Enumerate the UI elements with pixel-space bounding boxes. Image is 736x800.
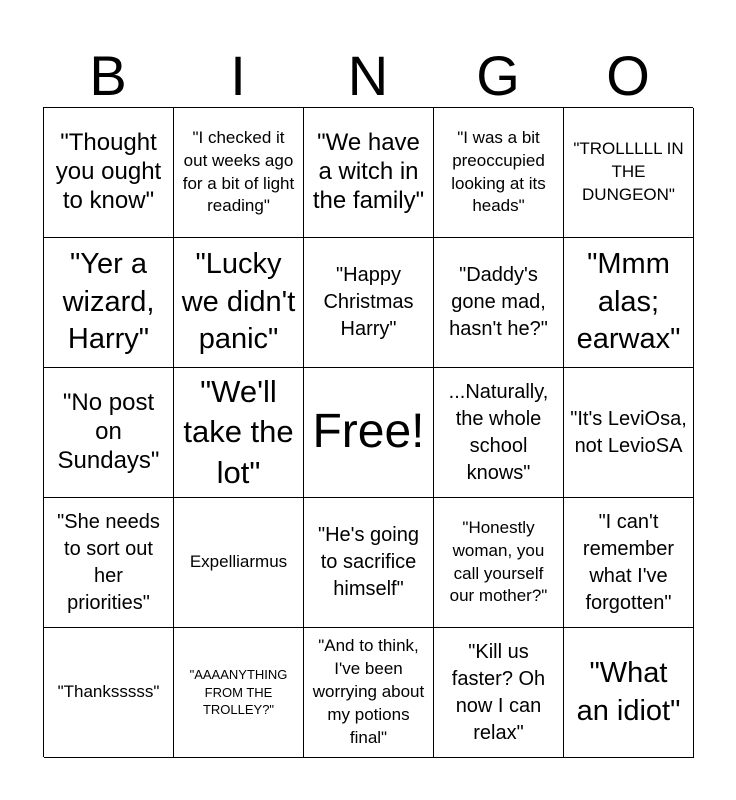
cell-text: "And to think, I've been worrying about my potions final" xyxy=(312,636,425,747)
cell-text: "I was a bit preoccupied looking at its heads" xyxy=(451,127,546,216)
header-letter-n: N xyxy=(347,44,389,107)
bingo-cell[interactable] xyxy=(434,368,564,498)
bingo-cell[interactable] xyxy=(44,238,174,368)
header-letter-o: O xyxy=(606,44,650,107)
bingo-cell[interactable] xyxy=(44,108,174,238)
bingo-cell[interactable] xyxy=(564,108,694,238)
bingo-cell[interactable] xyxy=(44,628,174,758)
cell-text: "What an idiot" xyxy=(576,656,681,727)
cell-text: "Kill us faster? Oh now I can relax" xyxy=(451,640,546,744)
free-space-text: Free! xyxy=(312,405,425,459)
bingo-cell[interactable] xyxy=(434,498,564,628)
bingo-cell[interactable] xyxy=(304,628,434,758)
bingo-cell[interactable] xyxy=(564,238,694,368)
bingo-cell[interactable] xyxy=(564,628,694,758)
bingo-cell[interactable] xyxy=(44,498,174,628)
cell-text: "Daddy's gone mad, hasn't he?" xyxy=(449,264,548,340)
cell-text: "Happy Christmas Harry" xyxy=(323,264,414,340)
cell-text: "It's LeviOsa, not LevioSA xyxy=(570,407,687,457)
bingo-cell[interactable] xyxy=(174,628,304,758)
bingo-cell[interactable] xyxy=(434,628,564,758)
cell-text: ...Naturally, the whole school knows" xyxy=(448,380,549,484)
cell-text: Expelliarmus xyxy=(189,552,288,572)
bingo-cell[interactable] xyxy=(174,108,304,238)
bingo-header xyxy=(43,44,693,108)
cell-text: "No post on Sundays" xyxy=(57,389,160,474)
bingo-cell[interactable] xyxy=(564,368,694,498)
cell-text: "He's going to sacrifice himself" xyxy=(318,524,419,600)
cell-text: "Yer a wizard, Harry" xyxy=(62,247,155,356)
bingo-cell[interactable] xyxy=(174,498,304,628)
cell-text: "Honestly woman, you call yourself our mother?" xyxy=(449,517,548,606)
bingo-cell[interactable] xyxy=(174,238,304,368)
bingo-cell[interactable] xyxy=(564,498,694,628)
cell-text: "We'll take the lot" xyxy=(183,374,294,490)
bingo-cell[interactable] xyxy=(304,498,434,628)
cell-text: "Lucky we didn't panic" xyxy=(181,247,296,356)
cell-text: "I checked it out weeks ago for a bit of light reading" xyxy=(182,127,295,216)
cell-text: "Thanksssss" xyxy=(57,682,160,702)
bingo-cell[interactable] xyxy=(174,368,304,498)
cell-text: "She needs to sort out her priorities" xyxy=(57,510,160,614)
bingo-cell[interactable] xyxy=(434,238,564,368)
cell-text: "Mmm alas; earwax" xyxy=(576,247,681,356)
bingo-board xyxy=(43,107,693,757)
cell-text: "TROLLLLL IN THE DUNGEON" xyxy=(573,139,684,204)
cell-text: "I can't remember what I've forgotten" xyxy=(582,510,675,614)
bingo-cell[interactable] xyxy=(44,368,174,498)
header-letter-b: B xyxy=(89,44,127,107)
cell-text: "AAAANYTHING FROM THE TROLLEY?" xyxy=(189,667,288,718)
bingo-cell[interactable] xyxy=(434,108,564,238)
cell-text: "Thought you ought to know" xyxy=(55,129,162,214)
bingo-cell[interactable] xyxy=(304,108,434,238)
bingo-cell[interactable] xyxy=(304,238,434,368)
cell-text: "We have a witch in the family" xyxy=(312,129,425,214)
free-space-cell[interactable] xyxy=(304,368,434,498)
header-letter-i: I xyxy=(230,44,246,107)
header-letter-g: G xyxy=(476,44,520,107)
